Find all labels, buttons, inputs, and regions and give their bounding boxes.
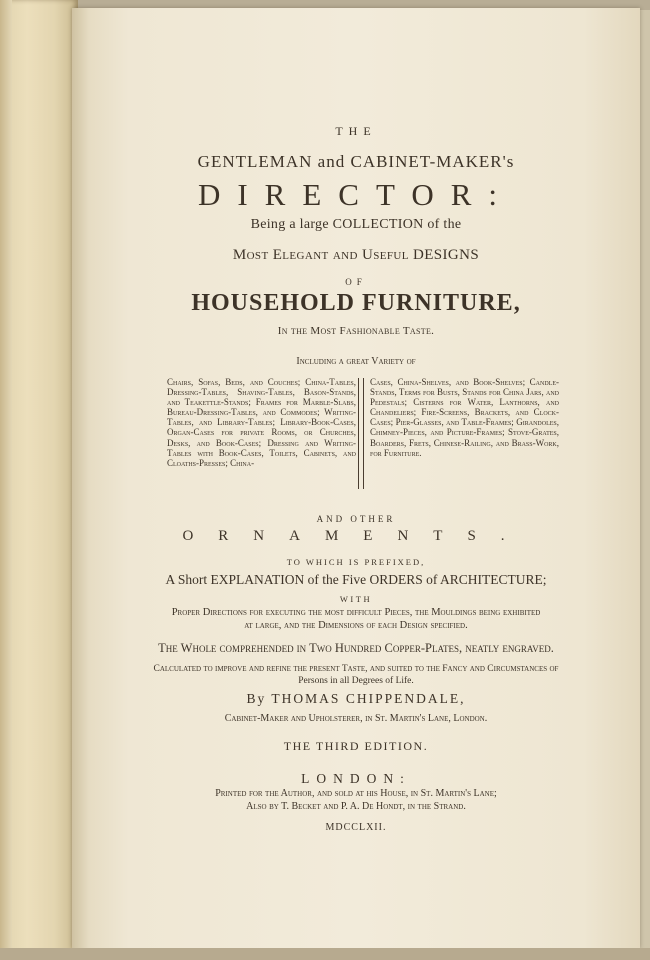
subtitle-most: Most Elegant and Useful DESIGNS	[232, 247, 480, 263]
explanation-line: A Short EXPLANATION of the Five ORDERS of ARCHITECTURE;	[165, 572, 547, 587]
including-line: Including a great Variety of	[296, 356, 416, 367]
subtitle-of: OF	[345, 277, 367, 287]
title-gentleman: GENTLEMAN and CABINET-MAKER's	[197, 152, 515, 171]
cover-edge	[0, 0, 12, 960]
with-line: WITH	[339, 594, 373, 604]
calculated-line-2: Persons in all Degrees of Life.	[298, 676, 414, 686]
imprint-printed: Printed for the Author, and sold at his House, in St. Martin's Lane;	[215, 788, 497, 799]
imprint-city: LONDON:	[301, 771, 411, 786]
imprint-date: MDCCLXII.	[325, 822, 387, 833]
directions-line-2: at large, and the Dimensions of each Design specified.	[244, 620, 468, 631]
edition-line: THE THIRD EDITION.	[283, 739, 429, 753]
directions-line-1: Proper Directions for executing the most difficult Pieces, the Mouldings being exhibited	[171, 607, 541, 618]
furniture-list-right: Cases, China-Shelves, and Book-Shelves; Candle-Stands, Terms for Busts, Stands for China Jars, and Pedestals; Cisterns for Water, Lanthorns, and Chandeliers; Fire-Screens, Brackets, and Clock-Cases; Pier-Glasses, and Table-Frames; Girandoles, Chimney-Pieces, and Picture-Frames; Stove-Grates, Boarders, Frets, Chinese-Railing, and Brass-Work, for Furniture.	[370, 377, 559, 458]
imprint-also: Also by T. Becket and P. A. De Hondt, in the Strand.	[246, 801, 466, 812]
author-line: By THOMAS CHIPPENDALE,	[246, 691, 466, 706]
furniture-list-left: Chairs, Sofas, Beds, and Couches; China-Tables, Dressing-Tables, Shaving-Tables, Bason-Stands, and Teakettle-Stands; Frames for Marble-Slabs, Bureau-Dressing-Tables, and Commodes; Writing-Tables, and Library-Tables; Library-Book-Cases, Organ-Cases for private Rooms, or Churches, Desks, and Book-Cases; Dressing and Writing-Tables with Book-Cases, Toilets, Cabinets, and Cloaths-Presses; China-	[167, 377, 356, 468]
and-other-line: AND OTHER	[316, 514, 396, 524]
book-bottom-edge	[0, 948, 650, 960]
copper-plates-line: The Whole comprehended in Two Hundred Copper-Plates, neatly engraved.	[158, 641, 554, 655]
ornaments-line: ORNAMENTS.	[182, 528, 530, 544]
author-trade-line: Cabinet-Maker and Upholsterer, in St. Martin's Lane, London.	[224, 713, 488, 724]
title-household-furniture: HOUSEHOLD FURNITURE,	[191, 290, 521, 316]
calculated-line-1: Calculated to improve and refine the present Taste, and suited to the Fancy and Circumstances of	[153, 664, 559, 674]
title-the: THE	[335, 124, 377, 138]
column-divider	[358, 378, 364, 489]
subtitle-being: Being a large COLLECTION of the	[250, 217, 462, 232]
prefixed-line: TO WHICH IS PREFIXED,	[286, 557, 426, 567]
title-director: DIRECTOR:	[197, 177, 515, 212]
subtitle-taste: In the Most Fashionable Taste.	[277, 325, 435, 337]
